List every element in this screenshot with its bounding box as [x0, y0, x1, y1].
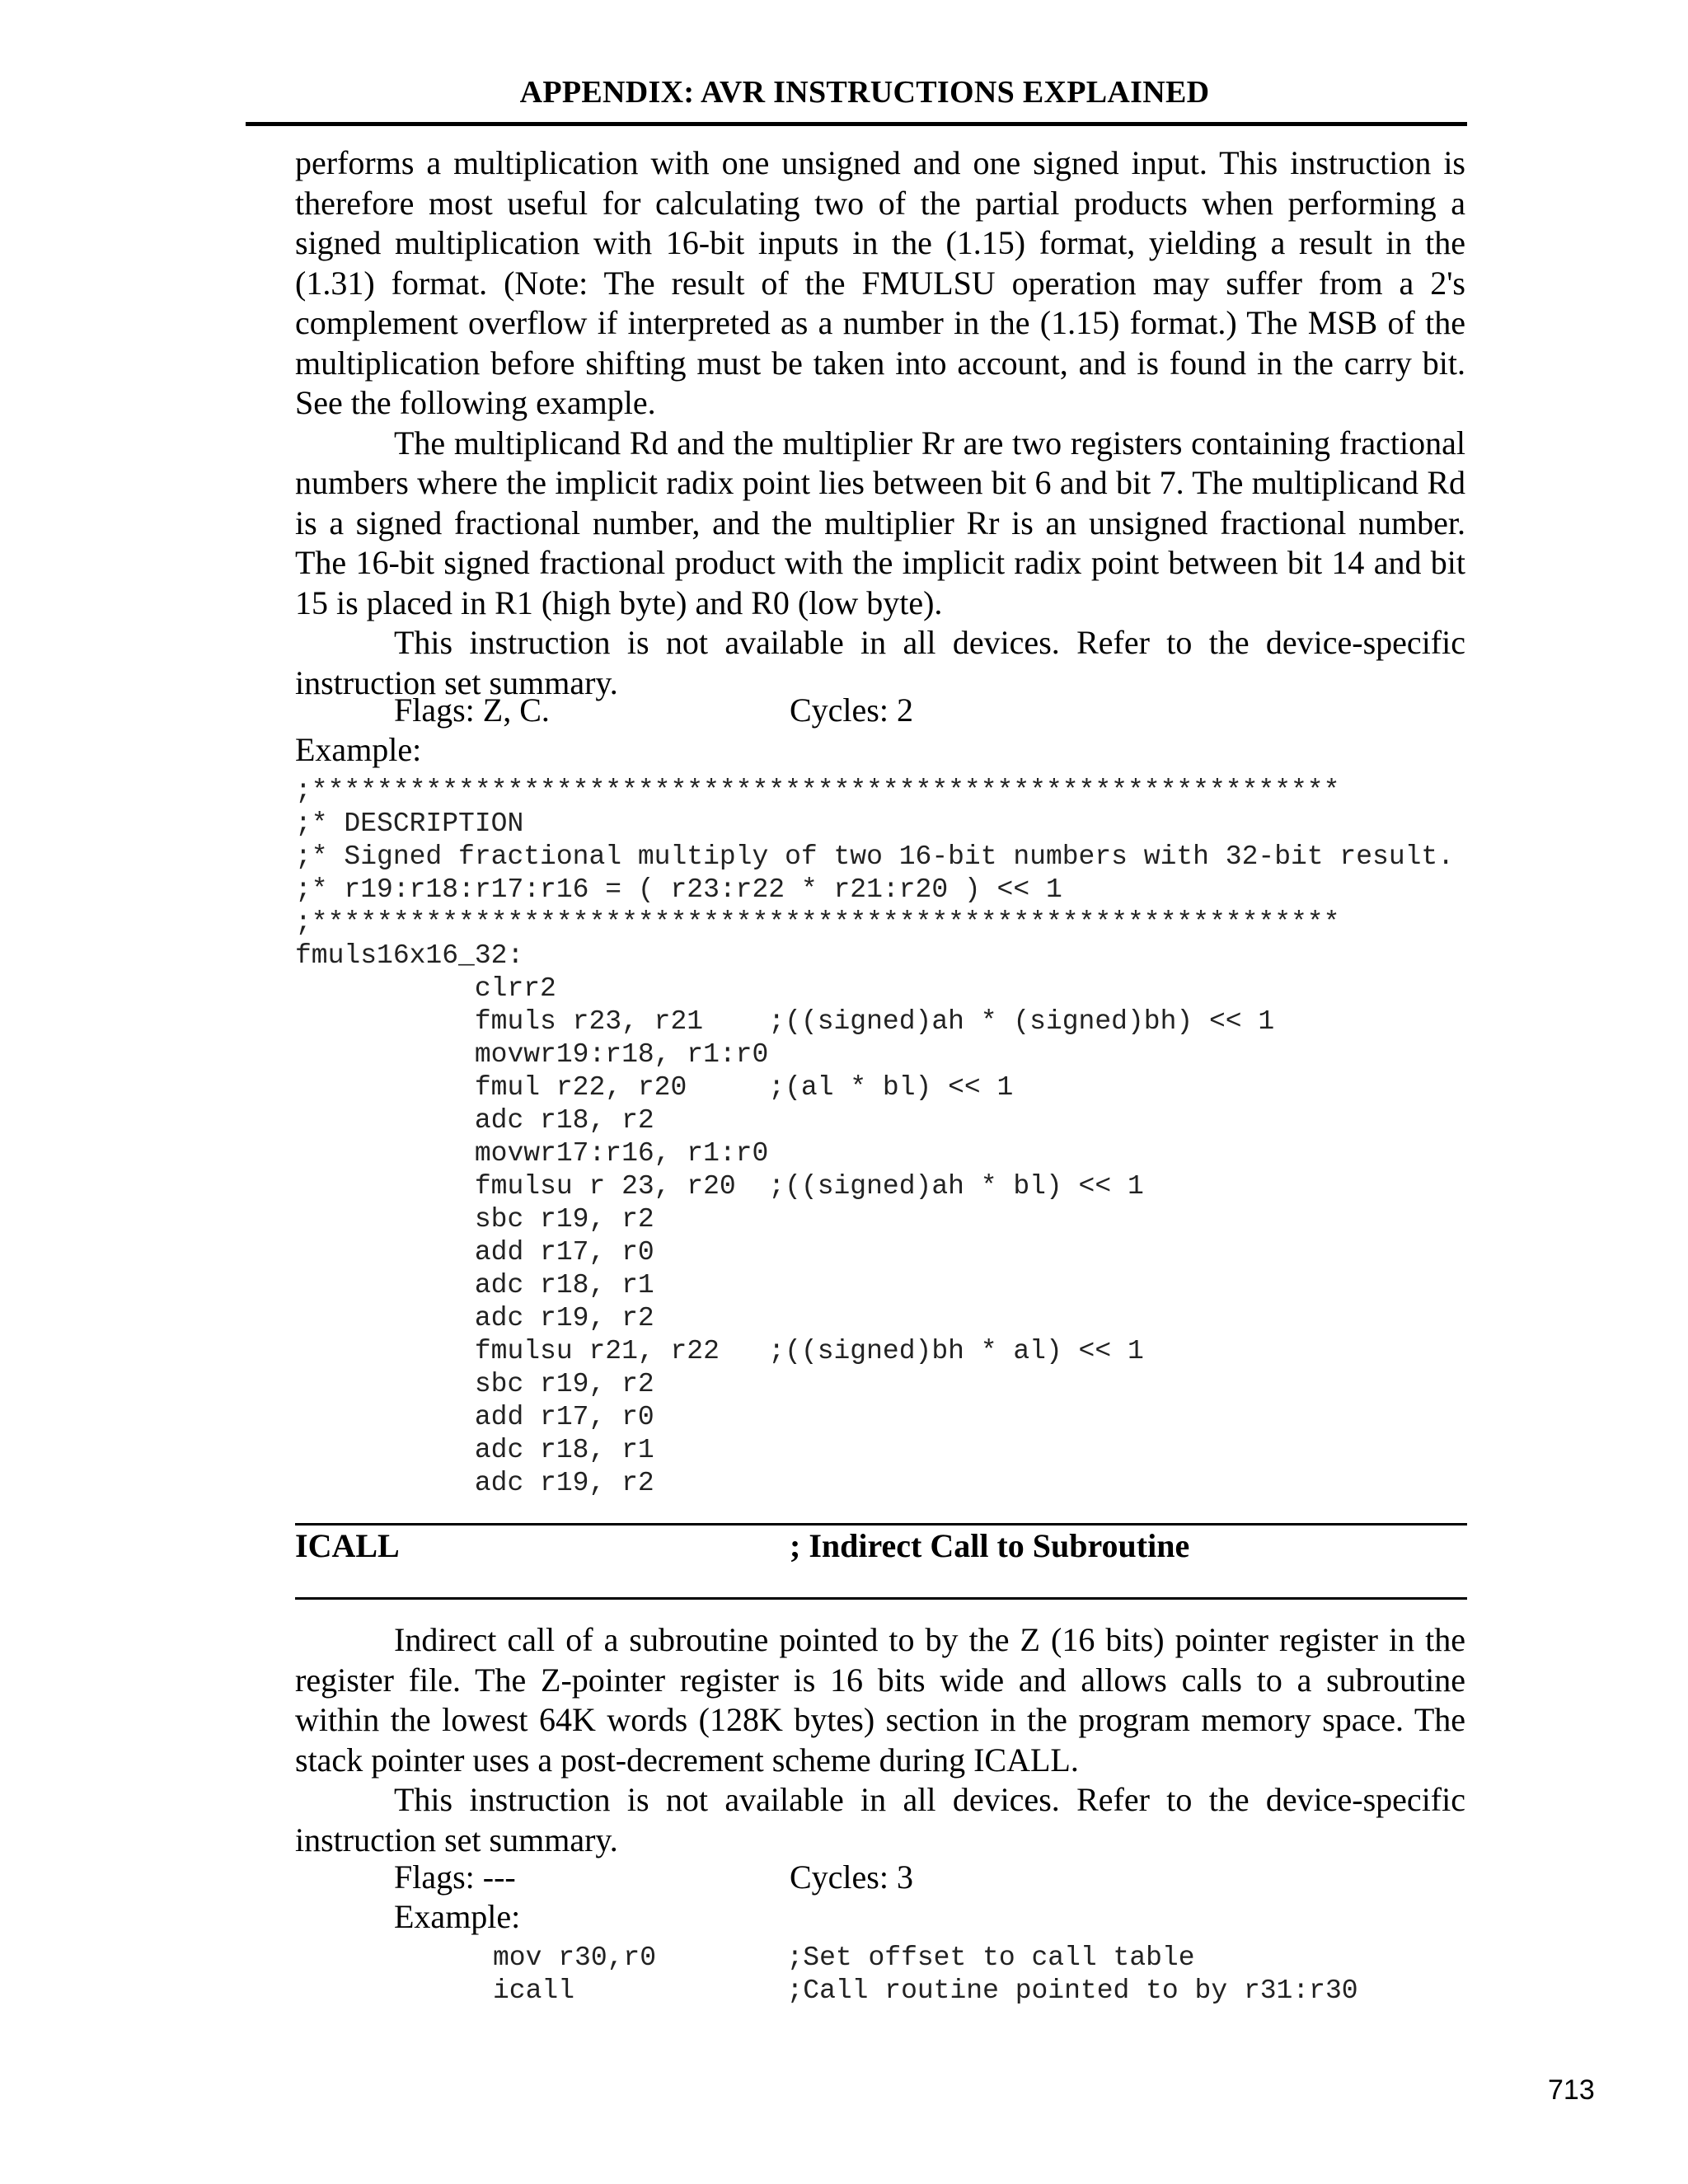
code-line: ;***************************************************************: [295, 776, 1340, 806]
icall-flags: Flags: ---: [394, 1858, 516, 1896]
code-line: fmuls16x16_32:: [295, 940, 524, 971]
code-line: adc r18, r2: [295, 1105, 654, 1136]
code-line: ;* r19:r18:r17:r16 = ( r23:r22 * r21:r20 ) << 1: [295, 874, 1062, 905]
intro-text: [295, 143, 1465, 703]
code-line: ;* Signed fractional multiply of two 16-bit numbers with 32-bit result.: [295, 841, 1455, 872]
code-line: movwr17:r16, r1:r0: [295, 1138, 769, 1169]
icall-paragraph-2: This instruction is not available in all devices. Refer to the device-specific instruction set summary.: [295, 1781, 1465, 1858]
intro-paragraph-1: performs a multiplication with one unsigned and one signed input. This instruction is therefore most useful for calculating two of the partial products when performing a signed multiplication with 16-bit inputs in the (1.15) format, yielding a result in the (1.31) format. (Note: The result of the FMULSU operation may suffer from a 2's complement overflow if interpreted as a number in the (1.15) format.) The MSB of the multiplication before shifting must be taken into account, and is found in the carry bit. See the following example.: [295, 144, 1465, 421]
section-top-rule: [295, 1523, 1467, 1526]
icall-cycles: Cycles: 3: [790, 1858, 913, 1896]
fmulsu-flags: Flags: Z, C.: [394, 691, 550, 729]
intro-paragraph-3: This instruction is not available in all devices. Refer to the device-specific instruction set summary.: [295, 624, 1465, 701]
code-line: adc r19, r2: [295, 1303, 654, 1333]
code-line: mov r30,r0 ;Set offset to call table: [493, 1943, 1195, 1973]
code-line: fmulsu r21, r22 ;((signed)bh * al) << 1: [295, 1336, 1144, 1366]
code-line: fmul r22, r20 ;(al * bl) << 1: [295, 1072, 1014, 1103]
code-line: sbc r19, r2: [295, 1204, 654, 1235]
icall-paragraph-1: Indirect call of a subroutine pointed to by the Z (16 bits) pointer register in the register file. The Z-pointer register is 16 bits wide and allows calls to a subroutine within the lowest 64K words (128K bytes) section in the program memory space. The stack pointer uses a post-decrement scheme during ICALL.: [295, 1621, 1465, 1779]
section-mnemonic: ICALL: [295, 1527, 400, 1564]
code-line: movwr19:r18, r1:r0: [295, 1039, 769, 1070]
code-line: icall ;Call routine pointed to by r31:r30: [493, 1975, 1358, 2006]
code-line: fmulsu r 23, r20 ;((signed)ah * bl) << 1: [295, 1171, 1144, 1202]
code-line: clrr2: [295, 973, 556, 1004]
code-line: ;***************************************************************: [295, 907, 1340, 938]
code-line: ;* DESCRIPTION: [295, 808, 524, 839]
fmulsu-cycles: Cycles: 2: [790, 691, 913, 729]
code-line: fmuls r23, r21 ;((signed)ah * (signed)bh) << 1: [295, 1006, 1275, 1037]
code-line: add r17, r0: [295, 1402, 654, 1432]
section-description: ; Indirect Call to Subroutine: [790, 1527, 1190, 1564]
code-line: adc r18, r1: [295, 1270, 654, 1301]
code-line: adc r18, r1: [295, 1435, 654, 1465]
page-number: 713: [1548, 2074, 1595, 2106]
intro-paragraph-2: The multiplicand Rd and the multiplier Rr are two registers containing fractional numbers where the implicit radix point lies between bit 6 and bit 7. The multiplicand Rd is a signed fractional number, and the multiplier Rr is an unsigned fractional number. The 16-bit signed fractional product with the implicit radix point between bit 14 and bit 15 is placed in R1 (high byte) and R0 (low byte).: [295, 424, 1465, 621]
code-line: sbc r19, r2: [295, 1369, 654, 1399]
icall-example-label: Example:: [394, 1898, 521, 1935]
fmulsu-example-label: Example:: [295, 731, 422, 768]
code-line: adc r19, r2: [295, 1468, 654, 1498]
section-bottom-rule: [295, 1597, 1467, 1600]
running-header: APPENDIX: AVR INSTRUCTIONS EXPLAINED: [519, 75, 1210, 110]
header-rule: [246, 122, 1467, 126]
code-line: add r17, r0: [295, 1237, 654, 1268]
icall-text: [295, 1620, 1465, 1860]
